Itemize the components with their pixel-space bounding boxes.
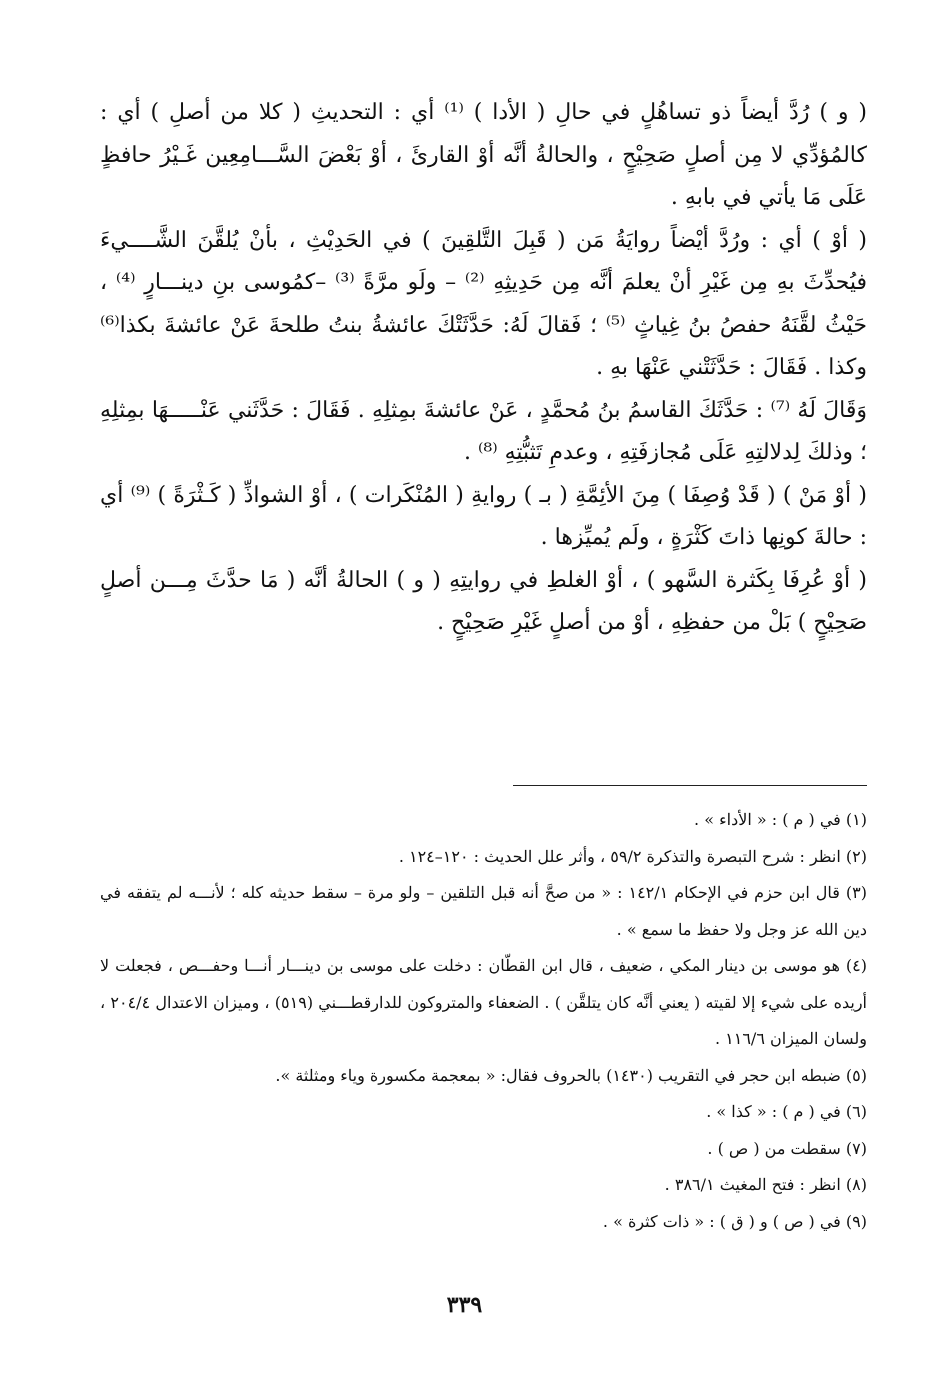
- footnote-5: (٥) ضبطه ابن حجر في التقريب (١٤٣٠) بالحروف فقال: « بمعجمة مكسورة وياء ومثلثة ».: [275, 1065, 867, 1085]
- main-paragraph-3: وَقَالَ لَهُ ⁽⁷⁾ : حَدَّثَكَ القاسمُ بنُ مُحمَّدٍ ، عَنْ عائشةَ بمِثلِهِ . فَقَالَ : حَدَّثَني عَنْـــــهَا بمِثلِهِ ؛ وذلكَ لِدلالتِهِ عَلَى مُجازفَتِهِ ، وعدمِ تَثبُّتِهِ ⁽⁸⁾ .: [100, 397, 867, 465]
- footnote-divider: [513, 785, 867, 786]
- main-paragraph-4: ( أوْ مَنْ ) ( قَدْ وُصِفَا ) مِنَ الأئِمَّةِ ( بـ ) روايةِ ( المُنْكَرات ) ، أوْ الشواذِّ ( كَـثْرَةً ) ⁽⁹⁾ أي : حالةَ كونِها ذاتَ كَثْرَةٍ ، ولَم يُميِّزها .: [100, 482, 868, 550]
- footnote-6: (٦) في ( م ) : « كذا » .: [706, 1102, 867, 1121]
- main-paragraph-2: ( أوْ ) أي : ورُدَّ أيْضاً روايَةُ مَن ( قَبِلَ التَّلقِينَ ) في الحَدِيْثِ ، بأنْ يُلقَّنَ الشَّــــيءَ فيُحدِّثَ بهِ مِن غَيْرِ أنْ يعلمَ أنَّه مِن حَدِيثِهِ ⁽²⁾ – ولَو مرَّةً ⁽³⁾ –كمُوسى بنِ دينـــارٍ ⁽⁴⁾ ، حَيْثُ لقَّنَهُ حفصُ بنُ غِياثٍ ⁽⁵⁾ ؛ فَقالَ لَهُ: حَدَّثَتْكَ عائشةُ بنتُ طلحةَ عَنْ عائشةَ بكذا⁽⁶⁾ وكذا . فَقَالَ : حَدَّثَتْني عَنْهَا بهِ .: [100, 227, 868, 380]
- footnotes-section: [100, 802, 867, 1240]
- footnote-9: (٩) في ( ص ) و ( ق ) : « ذات كثرة » .: [602, 1211, 867, 1231]
- page-number: ٣٣٩: [446, 1292, 483, 1318]
- footnote-2: (٢) انظر : شرح التبصرة والتذكرة ٥٩/٢ ، وأثر علل الحديث : ١٢٠–١٢٤ .: [398, 846, 867, 866]
- footnote-4: (٤) هو موسى بن دينار المكي ، ضعيف ، قال ابن القطّان : دخلت على موسى بن دينـــار أنـــا وحفـــص ، فجعلت لا أريده على شيء إلا لقيته ( يعني أنَّه كان يتلقَّن ) . الضعفاء والمتروكون للدارقطـــني (٥١٩) ، وميزان الاعتدال ٢٠٤/٤ ، ولسان الميزان ١١٦/٦ .: [100, 956, 868, 1048]
- main-paragraph-5: ( أوْ عُرِفَا بِكَثرة السَّهو ) ، أوْ الغلطِ في روايتِهِ ( و ) الحالةُ أنَّه ( مَا حدَّثَ مِـــن أصلٍ صَحِيْحٍ ) بَلْ من حفظِهِ ، أوْ من أصلٍ غَيْرِ صَحِيْحٍ .: [100, 567, 867, 635]
- footnote-1: (١) في ( م ) : « الأداء » .: [694, 810, 867, 829]
- main-paragraph-1: ( و ) رُدَّ أيضاً ذو تساهُلٍ في حالِ ( الأدا ) ⁽¹⁾ أي : التحديثِ ( كلا من أصلِ ) أي : كالمُؤدِّي لا مِن أصلٍ صَحِيْحٍ ، والحالةُ أنَّه أوْ القارئَ ، أوْ بَعْضَ السَّـــامِعِين غَـيْرُ حافظٍ عَلَى مَا يأتي في بابهِ .: [100, 100, 867, 210]
- footnote-7: (٧) سقطت من ( ص ) .: [707, 1138, 867, 1158]
- footnote-8: (٨) انظر : فتح المغيث ٣٨٦/١ .: [664, 1175, 867, 1194]
- footnote-3: (٣) قال ابن حزم في الإحكام ١٤٢/١ : « من صحَّ أنه قبل التلقين – ولو مرة – سقط حديثه كله ؛ لأنـــه لم يتفقه في دين الله عز وجل ولا حفظ ما سمع » .: [100, 883, 867, 939]
- main-text-body: [100, 92, 867, 645]
